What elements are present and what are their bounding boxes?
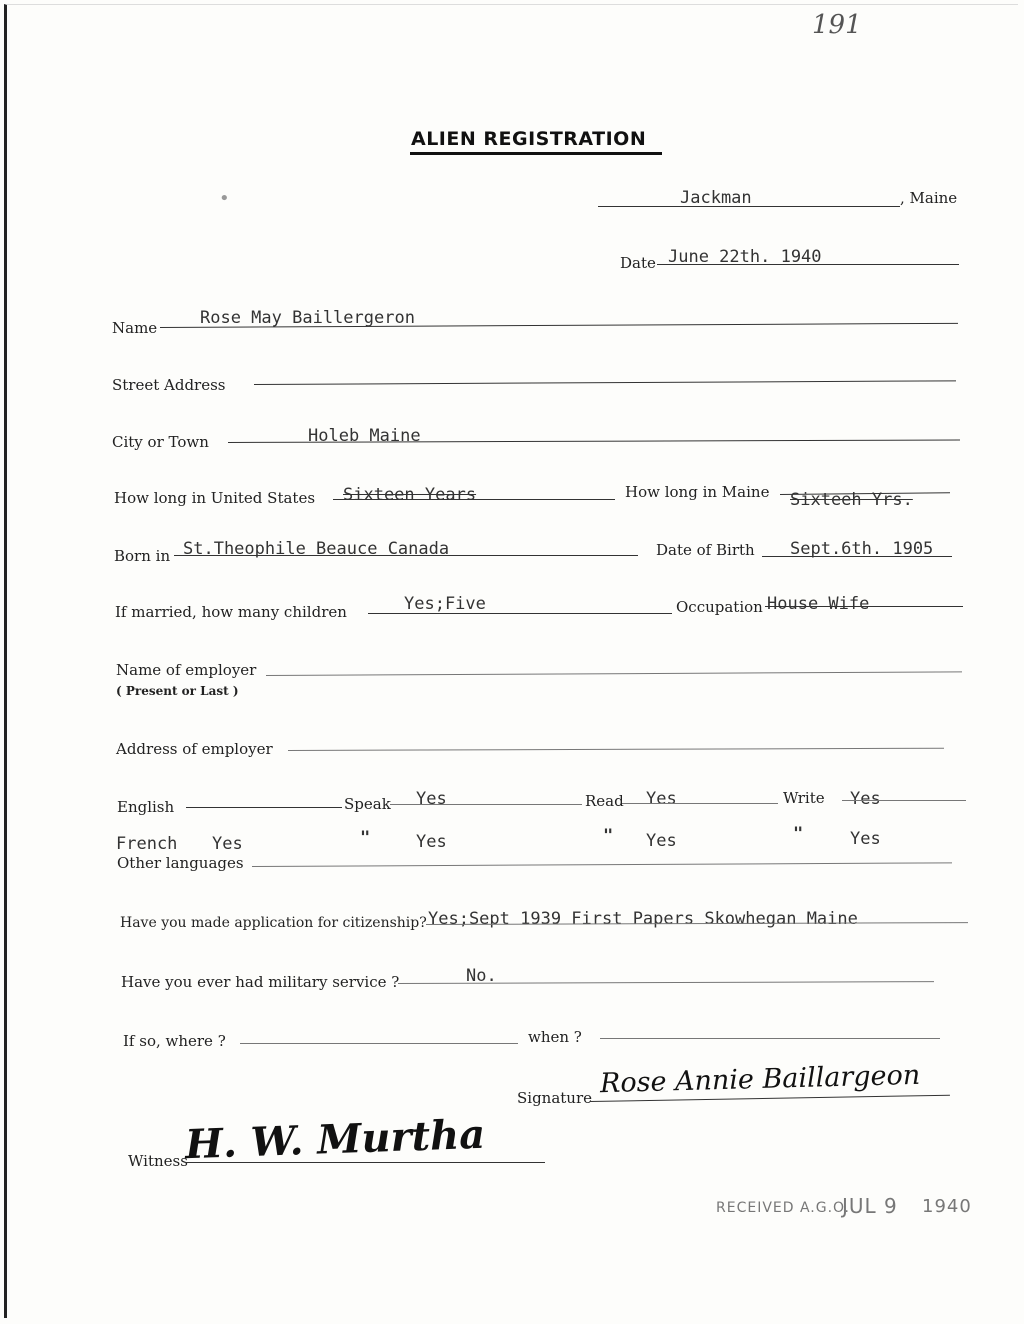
military-value: No. bbox=[466, 966, 497, 986]
maine-duration-label: How long in Maine bbox=[625, 483, 770, 501]
employer-sublabel: ( Present or Last ) bbox=[116, 684, 239, 698]
signature-value: Rose Annie Baillargeon bbox=[599, 1059, 921, 1100]
english-write-value: Yes bbox=[850, 789, 881, 809]
children-line bbox=[368, 613, 672, 614]
french-read-value: Yes bbox=[646, 831, 677, 851]
employer-label: Name of employer bbox=[116, 661, 257, 679]
employer-address-label: Address of employer bbox=[116, 740, 273, 758]
dob-line bbox=[762, 556, 952, 557]
us-duration-line bbox=[333, 499, 615, 500]
bullet-mark: • bbox=[219, 188, 230, 209]
born-value: St.Theophile Beauce Canada bbox=[183, 539, 450, 559]
received-stamp-date: JUL 9 bbox=[842, 1194, 898, 1218]
read-label: Read bbox=[585, 792, 624, 810]
french-value: Yes bbox=[212, 834, 243, 854]
english-speak-value: Yes bbox=[416, 789, 447, 809]
occupation-value: House Wife bbox=[767, 594, 870, 614]
location-town: Jackman bbox=[680, 188, 752, 208]
name-label: Name bbox=[112, 319, 158, 337]
form-title: ALIEN REGISTRATION bbox=[411, 128, 647, 150]
ditto-speak: " bbox=[360, 828, 371, 848]
write-line bbox=[842, 800, 966, 801]
received-stamp-label: RECEIVED A.G.O. bbox=[716, 1200, 850, 1216]
english-line bbox=[186, 807, 342, 808]
citizenship-value: Yes;Sept 1939 First Papers Skowhegan Maine bbox=[428, 909, 858, 929]
citizenship-label: Have you made application for citizenship? bbox=[120, 915, 427, 931]
date-line bbox=[657, 264, 959, 265]
speak-line bbox=[390, 804, 582, 805]
speak-label: Speak bbox=[344, 795, 391, 813]
signature-label: Signature bbox=[517, 1089, 593, 1107]
dob-value: Sept.6th. 1905 bbox=[790, 539, 934, 559]
ditto-write: " bbox=[793, 824, 804, 844]
dob-label: Date of Birth bbox=[656, 541, 755, 559]
city-label: City or Town bbox=[112, 433, 209, 451]
children-value: Yes;Five bbox=[404, 594, 486, 614]
us-duration-value: Sixteen Years bbox=[343, 485, 477, 505]
french-speak-value: Yes bbox=[416, 832, 447, 852]
where-line bbox=[240, 1043, 518, 1044]
where-label: If so, where ? bbox=[123, 1032, 226, 1050]
witness-line bbox=[185, 1162, 545, 1163]
us-duration-label: How long in United States bbox=[114, 489, 316, 507]
when-line bbox=[600, 1038, 940, 1039]
other-languages-label: Other languages bbox=[117, 854, 244, 872]
name-value: Rose May Baillergeron bbox=[200, 308, 415, 328]
children-label: If married, how many children bbox=[115, 603, 347, 621]
date-value: June 22th. 1940 bbox=[668, 247, 822, 267]
title-underline bbox=[410, 152, 662, 155]
ditto-read: " bbox=[603, 826, 614, 846]
page-number: 191 bbox=[812, 10, 862, 40]
received-stamp-year: 1940 bbox=[922, 1196, 972, 1217]
english-read-value: Yes bbox=[646, 789, 677, 809]
english-label: English bbox=[117, 798, 175, 816]
write-label: Write bbox=[783, 789, 825, 807]
maine-duration-value: Sixteeh Yrs. bbox=[790, 490, 913, 510]
born-line bbox=[174, 555, 638, 556]
witness-value: H. W. Murtha bbox=[184, 1110, 486, 1169]
read-line bbox=[622, 803, 778, 804]
street-label: Street Address bbox=[112, 376, 226, 394]
when-label: when ? bbox=[528, 1028, 582, 1046]
occupation-line bbox=[765, 606, 963, 607]
french-label: French bbox=[116, 834, 178, 854]
french-write-value: Yes bbox=[850, 829, 881, 849]
witness-label: Witness bbox=[128, 1152, 188, 1170]
military-label: Have you ever had military service ? bbox=[121, 973, 400, 991]
date-label: Date bbox=[620, 254, 656, 272]
occupation-label: Occupation bbox=[676, 598, 763, 616]
location-state-label: , Maine bbox=[900, 189, 958, 207]
city-value: Holeb Maine bbox=[308, 426, 421, 446]
born-label: Born in bbox=[114, 547, 171, 565]
location-line bbox=[598, 206, 900, 207]
